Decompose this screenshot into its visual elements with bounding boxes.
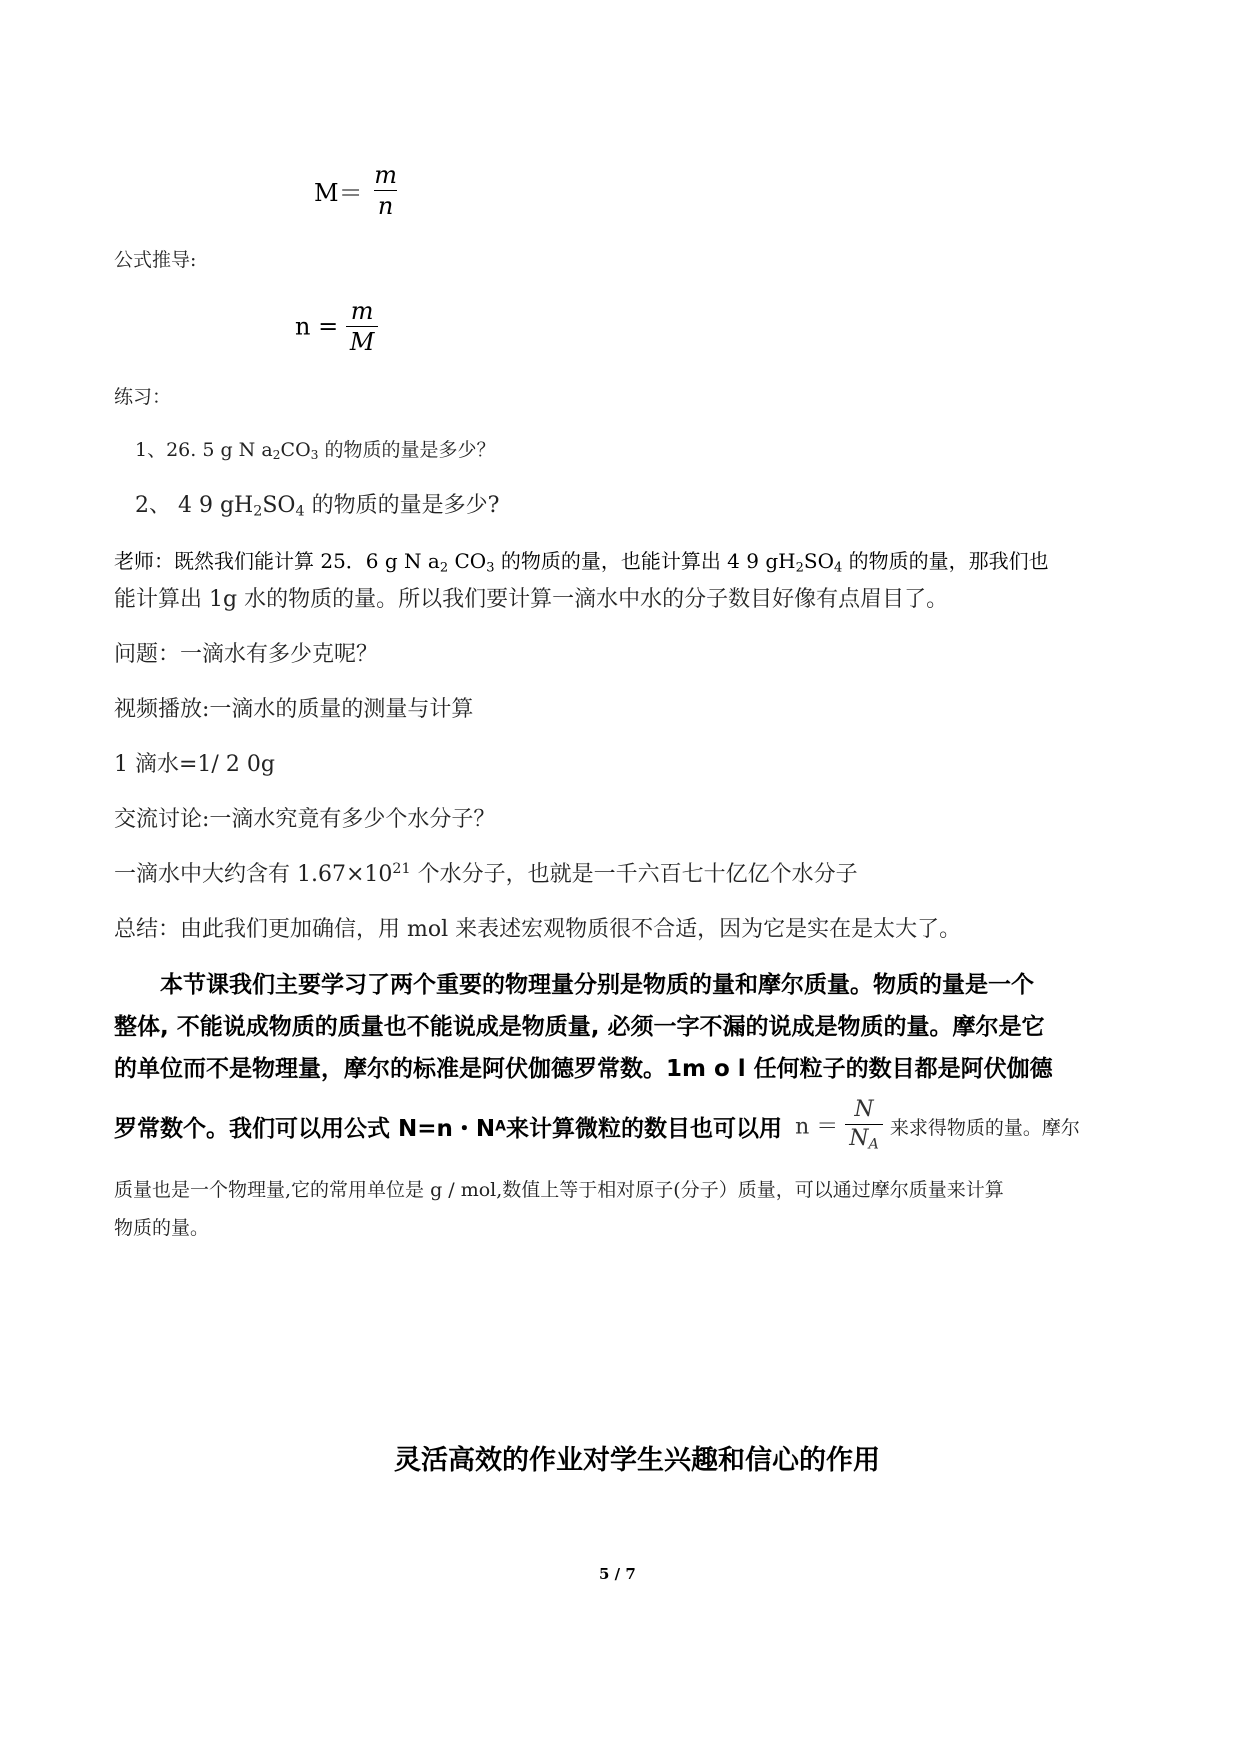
subscript: 3 [310,448,319,463]
exercise-text: 的物质的量是多少？ [318,439,496,461]
teacher-text: 的物质的量，那我们也 [842,549,1049,573]
teacher-line-2: 能计算出 1g 水的物质的量。所以我们要计算一滴水中水的分子数目好像有点眉目了。 [114,587,949,612]
fraction-numerator: m [374,161,397,189]
formula-fraction [346,296,379,357]
fraction-denominator: M [346,326,379,357]
exercise-text: 1、26. 5 g N a [135,439,273,461]
page-number: 5 / 7 [599,1565,636,1583]
subscript: A [868,1136,879,1153]
fraction-numerator: m [350,297,374,325]
summary-text: 罗常数个。我们可以用公式 N=n・N [114,1115,496,1142]
formula-fraction [845,1096,883,1154]
molar-mass-formula [314,160,401,221]
discussion-line: 交流讨论:一滴水究竟有多少个水分子？ [114,807,496,832]
summary-line: 本节课我们主要学习了两个重要的物理量分别是物质的量和摩尔质量。物质的量是一个 [160,972,1034,998]
formula-lhs: n ＝ [795,1114,839,1140]
exponent: 21 [392,861,411,878]
estimate-text: 个水分子，也就是一千六百七十亿亿个水分子 [410,862,858,887]
subscript: 2 [795,560,804,576]
video-line: 视频播放:一滴水的质量的测量与计算 [114,697,474,722]
summary-text: 来计算微粒的数目也可以用 [506,1115,782,1142]
conclusion-line: 总结：由此我们更加确信，用 mol 来表述宏观物质很不合适，因为它是实在是太大了。 [114,917,962,942]
estimate-line [114,857,858,888]
teacher-text: 的物质的量，也能计算出 4 9 gH [494,549,796,573]
exercise-text: SO [262,493,296,518]
teacher-text: 老师：既然我们能计算 25．6 g N a [114,549,440,573]
summary-line: 物质的量。 [114,1217,210,1239]
avogadro-formula [795,1097,890,1153]
summary-line [114,1096,1080,1154]
teacher-text: CO [448,549,487,573]
subscript: 2 [272,448,281,463]
exercise-text: 2、 4 9 gH [135,493,254,518]
derivation-label: 公式推导: [114,249,197,271]
subscript: 4 [295,503,305,520]
exercise-2 [135,488,499,520]
formula-lhs: M＝ [314,179,363,207]
practice-label: 练习： [114,386,172,408]
drop-mass-line: 1 滴水=1/ 2 0g [114,752,275,777]
summary-line: 的单位而不是物理量，摩尔的标准是阿伏伽德罗常数。1m o l 任何粒子的数目都是阿伏伽德 [114,1056,1053,1082]
denominator-text: N [849,1125,869,1151]
fraction-denominator [845,1124,883,1154]
summary-line: 质量也是一个物理量,它的常用单位是 g / mol,数值上等于相对原子(分子）质量，可以通过摩尔质量来计算 [114,1179,1004,1201]
subscript: 4 [833,560,843,576]
question-line: 问题：一滴水有多少克呢？ [114,642,379,667]
teacher-text: SO [803,549,834,573]
subscript: 2 [439,560,449,576]
section-heading: 灵活高效的作业对学生兴趣和信心的作用 [394,1445,880,1476]
fraction-numerator: N [854,1097,874,1122]
summary-text: 来求得物质的量。摩尔 [889,1116,1080,1139]
estimate-text: 一滴水中大约含有 1.67×10 [114,862,393,887]
fraction-denominator: n [374,190,397,221]
exercise-1 [135,435,496,462]
subscript: A [495,1118,506,1135]
moles-formula [295,296,378,357]
subscript: 2 [253,503,263,520]
summary-line: 整体, 不能说成物质的质量也不能说成是物质量, 必须一字不漏的说成是物质的量。摩尔是它 [114,1014,1045,1040]
formula-lhs: n = [295,312,339,341]
exercise-text: CO [280,439,311,461]
teacher-line-1 [114,545,1049,575]
subscript: 3 [486,560,495,576]
formula-fraction [370,160,401,221]
exercise-text: 的物质的量是多少? [304,493,500,518]
